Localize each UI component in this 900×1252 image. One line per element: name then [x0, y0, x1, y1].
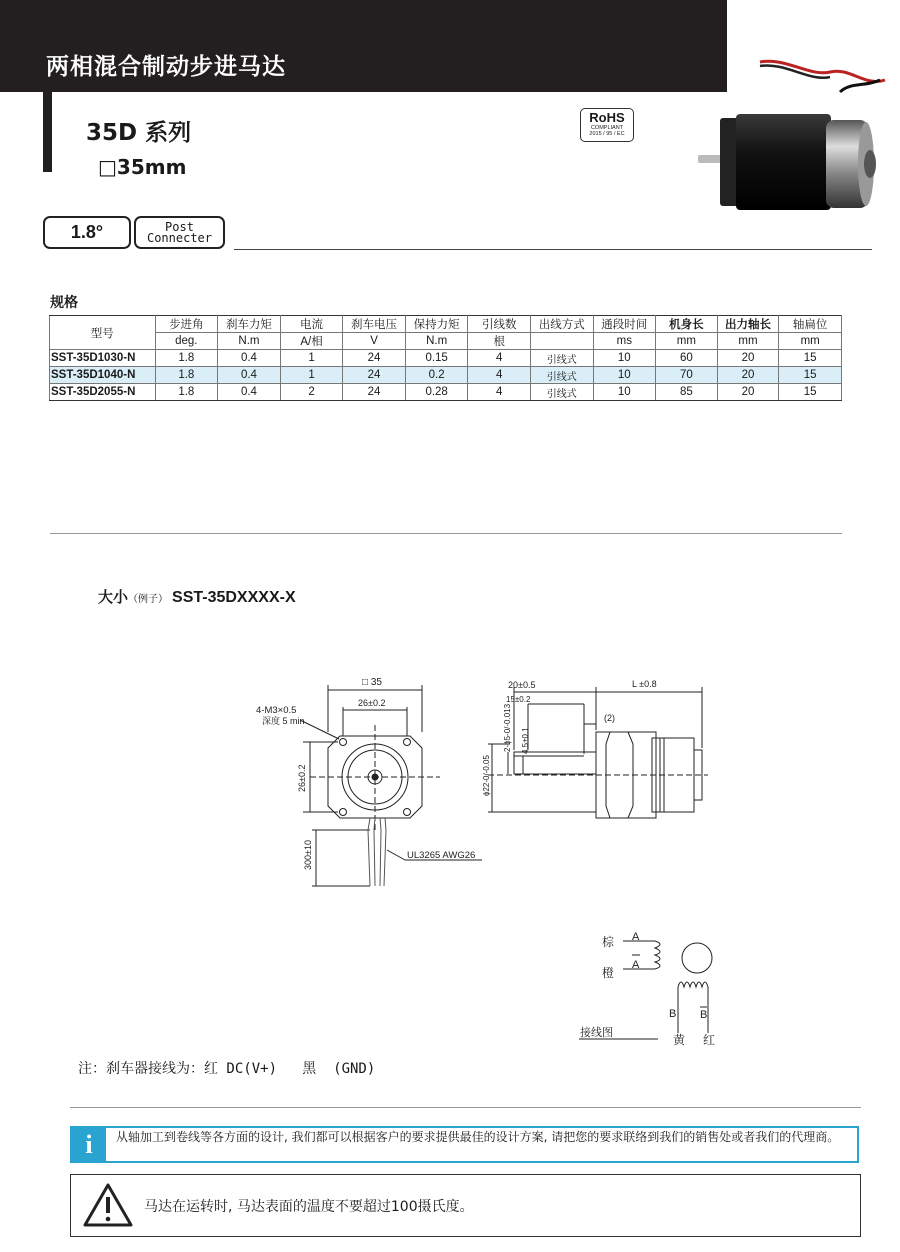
col-header: 引线数	[468, 316, 531, 333]
spec-table	[49, 315, 842, 401]
warning-icon	[81, 1181, 135, 1229]
svg-text:A: A	[632, 959, 640, 971]
col-unit: ms	[593, 333, 656, 350]
brake-wiring-note: 注：刹车器接线为：红 DC(V+) 黑 (GND)	[78, 1061, 376, 1077]
step-angle-tag: 1.8°	[43, 216, 131, 249]
col-unit: V	[343, 333, 406, 350]
col-header: 刹车力矩	[218, 316, 281, 333]
col-unit: A/相	[280, 333, 343, 350]
frame-size: □35mm	[98, 155, 187, 179]
table-row: SST-35D2055-N 1.8 0.4 2 24 0.28 4 引线式 10 85 20 15	[50, 384, 842, 401]
col-unit: 根	[468, 333, 531, 350]
svg-text:□ 35: □ 35	[362, 677, 382, 688]
col-unit: N.m	[405, 333, 468, 350]
col-header: 电流	[280, 316, 343, 333]
tag-underline	[234, 249, 872, 250]
side-view-drawing	[478, 672, 710, 837]
col-unit: deg.	[155, 333, 218, 350]
col-header: 保持力矩	[405, 316, 468, 333]
svg-text:20±0.5: 20±0.5	[508, 680, 536, 690]
svg-text:300±10: 300±10	[303, 840, 313, 870]
spec-title: 规格	[50, 295, 78, 311]
rohs-badge: RoHS COMPLIANT 2015 / 95 / EC	[580, 108, 634, 142]
svg-text:橙: 橙	[602, 966, 615, 980]
svg-text:接线图: 接线图	[580, 1027, 613, 1039]
svg-text:2-ϕ5-0/-0.013: 2-ϕ5-0/-0.013	[503, 703, 512, 752]
col-header: 步进角	[155, 316, 218, 333]
svg-text:4.5±0.1: 4.5±0.1	[521, 727, 530, 754]
col-header: 通段时间	[593, 316, 656, 333]
dimensions-title: 大小（例子） SST-35DXXXX-X	[98, 588, 296, 606]
col-header: 刹车电压	[343, 316, 406, 333]
svg-text:B: B	[700, 1009, 708, 1021]
svg-text:4-M3×0.5: 4-M3×0.5	[256, 705, 297, 716]
info-text: 从轴加工到卷线等各方面的设计, 我们都可以根据客户的要求提供最佳的设计方案, 请把您的要求联络到我们的销售处或者我们的代理商。	[116, 1130, 840, 1144]
svg-text:15±0.2: 15±0.2	[506, 695, 531, 704]
col-unit: mm	[779, 333, 842, 350]
svg-text:26±0.2: 26±0.2	[297, 764, 307, 792]
warning-box	[70, 1174, 861, 1237]
svg-text:A: A	[632, 931, 640, 943]
series-name: 35D 系列	[86, 120, 192, 146]
wiring-diagram	[575, 925, 735, 1055]
front-view-drawing	[250, 670, 500, 895]
svg-text:ϕ22-0/-0.05: ϕ22-0/-0.05	[482, 755, 491, 796]
svg-text:L ±0.8: L ±0.8	[632, 679, 657, 689]
svg-text:红: 红	[703, 1033, 716, 1047]
svg-text:B: B	[669, 1008, 677, 1020]
col-unit: N.m	[218, 333, 281, 350]
connector-tag: Post Connecter	[134, 216, 225, 249]
table-row: SST-35D1030-N 1.8 0.4 1 24 0.15 4 引线式 10 60 20 15	[50, 350, 842, 367]
svg-text:黄: 黄	[673, 1033, 686, 1047]
svg-text:(2): (2)	[604, 713, 615, 723]
col-header: 出力轴长	[717, 316, 779, 333]
col-unit	[530, 333, 593, 350]
svg-text:棕: 棕	[602, 935, 615, 949]
info-box	[70, 1126, 859, 1163]
col-header: 机身长	[656, 316, 718, 333]
svg-text:深度 5 min: 深度 5 min	[262, 716, 305, 726]
svg-text:UL3265 AWG26: UL3265 AWG26	[407, 850, 476, 861]
table-row: SST-35D1040-N 1.8 0.4 1 24 0.2 4 引线式 10 70 20 15	[50, 367, 842, 384]
section-divider	[50, 533, 842, 534]
motor-photo	[690, 52, 890, 217]
col-unit: mm	[717, 333, 779, 350]
info-icon: i	[72, 1128, 106, 1161]
col-header: 出线方式	[530, 316, 593, 333]
page-title: 两相混合制动步进马达	[46, 54, 286, 80]
svg-text:26±0.2: 26±0.2	[358, 698, 386, 708]
section-divider	[70, 1107, 861, 1108]
col-unit: mm	[656, 333, 718, 350]
side-accent-bar	[43, 92, 52, 172]
col-header: 轴扁位	[779, 316, 842, 333]
model-header: 型号	[50, 316, 156, 350]
warning-text: 马达在运转时, 马达表面的温度不要超过100摄氏度。	[144, 1199, 474, 1215]
